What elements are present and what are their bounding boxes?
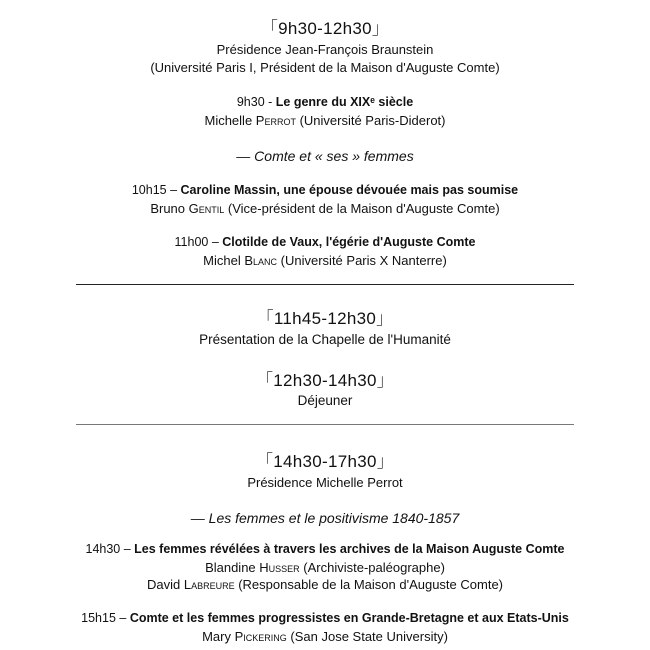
talk-title: Clotilde de Vaux, l'égérie d'Auguste Comte <box>222 235 476 249</box>
talk-time: 15h15 – <box>81 611 130 625</box>
talk-title: Comte et les femmes progressistes en Grande-Bretagne et aux Etats-Unis <box>129 611 569 625</box>
speaker-first-name: Blandine <box>205 560 260 575</box>
speaker-last-name: Husser <box>259 560 300 575</box>
speaker-last-name: Labreure <box>183 577 235 592</box>
session1-talk1-heading <box>60 95 590 109</box>
speaker-first-name: Bruno <box>150 201 189 216</box>
session1-talk1-speaker <box>60 113 590 128</box>
session1-talk2-heading <box>60 183 590 197</box>
session1-chair: Présidence Jean-François Braunstein <box>216 42 434 57</box>
speaker-first-name: Mary <box>202 629 235 644</box>
session1-theme: — Comte et « ses » femmes <box>236 148 414 164</box>
session3-theme: — Les femmes et le positivisme 1840-1857 <box>190 510 460 526</box>
session1-time: 「9h30-12h30」 <box>260 19 390 38</box>
session2-label: Présentation de la Chapelle de l'Humanité <box>199 332 451 347</box>
speaker-affiliation: (Responsable de la Maison d'Auguste Comte) <box>234 577 503 592</box>
session3-talk1-speaker1 <box>60 560 590 575</box>
session1-talk3-heading <box>60 235 590 249</box>
speaker-first-name: David <box>146 577 184 592</box>
talk-title: Les femmes révélées à travers les archives de la Maison Auguste Comte <box>134 542 565 556</box>
speaker-affiliation: (Vice-président de la Maison d'Auguste Comte) <box>224 201 500 216</box>
session3-talk1-speaker2 <box>60 577 590 592</box>
speaker-first-name: Michel <box>203 253 245 268</box>
speaker-last-name: Perrot <box>255 113 296 128</box>
speaker-affiliation: (San Jose State University) <box>286 629 448 644</box>
speaker-first-name: Michelle <box>204 113 256 128</box>
session2-time: 「11h45-12h30」 <box>256 309 394 328</box>
session3-talk2-heading <box>60 611 590 625</box>
session3-talk2-speaker <box>60 629 590 644</box>
talk-time: 14h30 – <box>85 542 135 556</box>
session3-talk1-heading <box>60 542 590 556</box>
speaker-last-name: Blanc <box>244 253 278 268</box>
speaker-last-name: Pickering <box>234 629 287 644</box>
speaker-affiliation: (Université Paris X Nanterre) <box>277 253 447 268</box>
session3-chair: Présidence Michelle Perrot <box>247 475 403 490</box>
lunch-label: Déjeuner <box>297 393 353 408</box>
talk-title: Le genre du XIXᵉ siècle <box>275 95 414 109</box>
speaker-affiliation: (Archiviste-paléographe) <box>299 560 445 575</box>
talk-time: 9h30 - <box>236 95 276 109</box>
session3-time: 「14h30-17h30」 <box>255 452 395 471</box>
speaker-last-name: Gentil <box>188 201 225 216</box>
session1-talk3-speaker <box>60 253 590 268</box>
session1-chair-affiliation: (Université Paris I, Président de la Maison d'Auguste Comte) <box>150 60 500 75</box>
lunch-time: 「12h30-14h30」 <box>255 371 395 390</box>
speaker-affiliation: (Université Paris-Diderot) <box>295 113 446 128</box>
talk-title: Caroline Massin, une épouse dévouée mais pas soumise <box>180 183 519 197</box>
section-divider <box>76 284 574 285</box>
talk-time: 10h15 – <box>131 183 181 197</box>
session1-talk2-speaker <box>60 201 590 216</box>
talk-time: 11h00 – <box>174 235 223 249</box>
section-divider <box>76 424 574 425</box>
